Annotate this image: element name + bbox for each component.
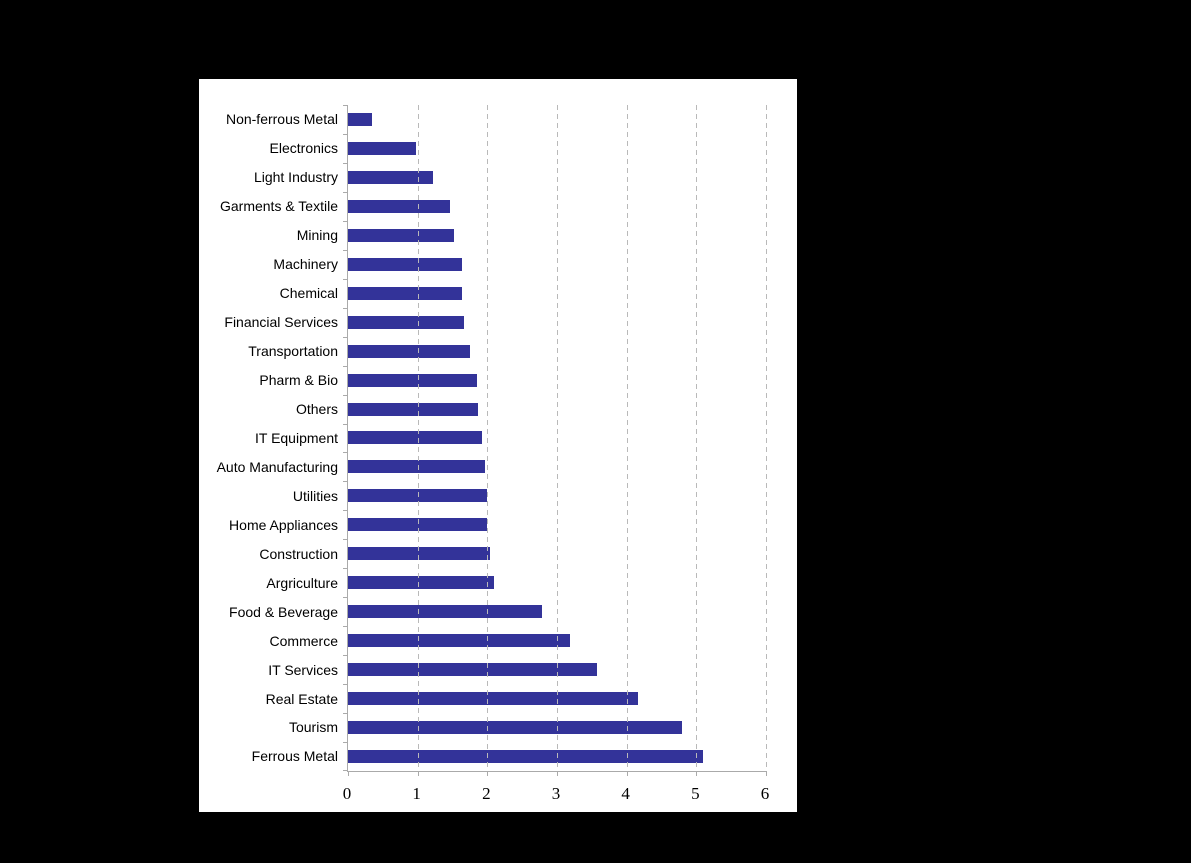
category-label: IT Services — [268, 661, 338, 678]
bar-auto-manufacturing — [348, 460, 485, 473]
category-label: Food & Beverage — [229, 603, 338, 620]
plot-area — [347, 105, 766, 772]
category-label: Transportation — [248, 343, 338, 360]
label-row — [199, 684, 338, 713]
bar-chart — [199, 79, 797, 812]
label-row — [199, 337, 338, 366]
y-axis-tick — [343, 134, 347, 135]
bar-non-ferrous-metal — [348, 113, 372, 126]
y-axis-tick — [343, 481, 347, 482]
bar-financial-services — [348, 316, 464, 329]
x-axis-tick-label: 1 — [412, 784, 421, 803]
label-row — [199, 221, 338, 250]
category-label: Electronics — [269, 140, 338, 157]
category-label: Light Industry — [253, 169, 338, 186]
y-axis-tick — [343, 452, 347, 453]
label-row — [199, 134, 338, 163]
label-row — [199, 568, 338, 597]
category-label: Chemical — [279, 285, 338, 302]
x-axis-tick-label: 4 — [621, 784, 630, 803]
category-label: Others — [295, 401, 338, 417]
bar-pharm-bio — [348, 374, 477, 387]
y-axis-tick — [343, 250, 347, 251]
bar-food-beverage — [348, 605, 542, 618]
y-axis-tick — [343, 684, 347, 685]
y-axis-tick — [343, 568, 347, 569]
x-axis-tick-label: 0 — [342, 784, 352, 803]
y-axis-tick — [343, 279, 347, 280]
label-row — [199, 481, 338, 510]
gridline-x-4 — [627, 105, 628, 771]
bar-electronics — [348, 142, 416, 155]
bar-it-equipment — [348, 431, 482, 444]
bar-chemical — [348, 287, 462, 300]
category-axis-labels — [199, 105, 338, 771]
category-label: Commerce — [269, 632, 338, 649]
category-label: Real Estate — [265, 690, 338, 707]
label-row — [199, 597, 338, 626]
label-row — [199, 105, 338, 134]
y-axis-tick — [343, 742, 347, 743]
y-axis-tick — [343, 597, 347, 598]
y-axis-tick — [343, 539, 347, 540]
label-row — [199, 713, 338, 742]
x-axis-tick-labels — [342, 784, 770, 806]
category-label: Pharm & Bio — [259, 372, 338, 389]
y-axis-tick — [343, 308, 347, 309]
gridline-x-2 — [487, 105, 488, 771]
y-axis-tick — [343, 366, 347, 367]
x-axis-tick — [348, 771, 349, 776]
label-row — [199, 423, 338, 452]
category-label: Machinery — [273, 256, 338, 273]
label-row — [199, 308, 338, 337]
bar-mining — [348, 229, 454, 242]
bar-tourism — [348, 721, 682, 734]
bar-transportation — [348, 345, 470, 358]
label-row — [199, 510, 338, 539]
x-axis-tick — [487, 771, 488, 776]
category-label: Construction — [259, 545, 338, 562]
category-label: Non-ferrous Metal — [225, 111, 338, 128]
gridline-x-6 — [766, 105, 767, 771]
y-axis-tick — [343, 510, 347, 511]
label-row — [199, 192, 338, 221]
x-axis-tick-label: 3 — [551, 784, 561, 803]
x-axis-tick-label: 6 — [760, 784, 770, 803]
label-row — [199, 395, 338, 424]
bar-commerce — [348, 634, 570, 647]
label-row — [199, 626, 338, 655]
label-row — [199, 742, 338, 771]
bar-argriculture — [348, 576, 494, 589]
bar-real-estate — [348, 692, 638, 705]
label-row — [199, 163, 338, 192]
x-axis-tick — [418, 771, 419, 776]
category-label: Ferrous Metal — [251, 748, 338, 765]
y-axis-tick — [343, 221, 347, 222]
category-label: Utilities — [292, 487, 338, 504]
label-row — [199, 452, 338, 481]
bar-it-services — [348, 663, 597, 676]
y-axis-tick — [343, 192, 347, 193]
gridline-x-5 — [696, 105, 697, 771]
category-label: Home Appliances — [229, 516, 338, 533]
category-label: Tourism — [288, 719, 338, 736]
label-row — [199, 366, 338, 395]
x-axis-tick-label: 5 — [691, 784, 700, 803]
label-row — [199, 655, 338, 684]
y-axis-tick — [343, 424, 347, 425]
category-label: Argriculture — [266, 574, 338, 591]
y-axis-tick — [343, 395, 347, 396]
y-axis-tick — [343, 655, 347, 656]
x-axis-tick — [766, 771, 767, 776]
gridline-x-3 — [557, 105, 558, 771]
category-label: Garments & Textile — [219, 198, 338, 215]
label-row — [199, 250, 338, 279]
bar-light-industry — [348, 171, 433, 184]
bar-ferrous-metal — [348, 750, 703, 763]
x-axis-tick — [696, 771, 697, 776]
bar-others — [348, 403, 478, 416]
category-label: IT Equipment — [254, 429, 338, 446]
x-axis-tick — [627, 771, 628, 776]
bar-garments-textile — [348, 200, 450, 213]
gridline-x-1 — [418, 105, 419, 771]
y-axis-tick — [343, 105, 347, 106]
x-axis-tick-label: 2 — [482, 784, 491, 803]
category-label: Financial Services — [224, 314, 338, 331]
bar-construction — [348, 547, 490, 560]
bar-machinery — [348, 258, 462, 271]
x-axis-tick — [557, 771, 558, 776]
y-axis-tick — [343, 163, 347, 164]
category-label: Mining — [296, 227, 338, 244]
y-axis-tick — [343, 713, 347, 714]
y-axis-tick — [343, 337, 347, 338]
category-label: Auto Manufacturing — [216, 458, 338, 475]
y-axis-tick — [343, 626, 347, 627]
label-row — [199, 279, 338, 308]
y-axis-tick — [343, 770, 347, 771]
label-row — [199, 539, 338, 568]
